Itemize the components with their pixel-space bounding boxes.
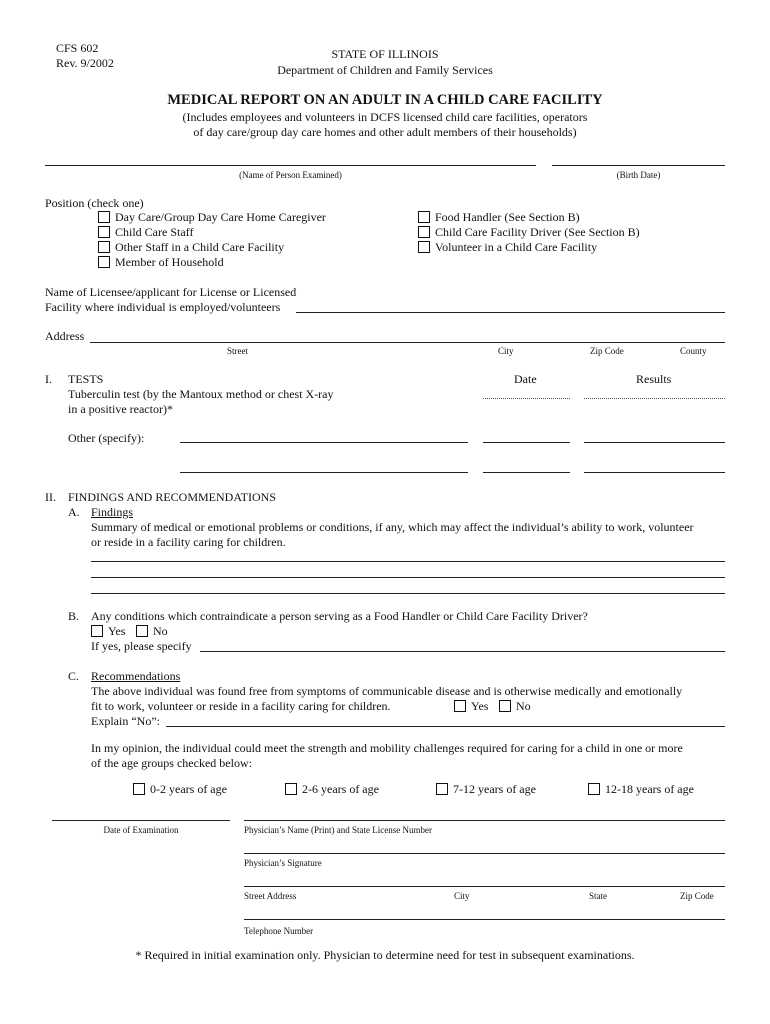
position-option-caregiver: Day Care/Group Day Care Home Caregiver [115,210,326,224]
findings-b-letter: B. [68,609,80,623]
opinion-text-line-1: In my opinion, the individual could meet the strength and mobility challenges required for caring for a child in one or more [91,741,683,755]
position-option-food-handler: Food Handler (See Section B) [435,210,580,224]
age-2-6-checkbox[interactable] [285,783,297,795]
tests-results-header: Results [636,372,672,386]
address-label: Address [45,329,85,343]
tb-test-label-line-1: Tuberculin test (by the Mantoux method or chest X-ray [68,387,334,401]
physician-signature-label: Physician’s Signature [244,858,322,868]
age-12-18-checkbox[interactable] [588,783,600,795]
address-zip-label: Zip Code [590,346,624,356]
tests-heading: TESTS [68,372,104,386]
age-0-2-checkbox[interactable] [133,783,145,795]
fit-yes-checkbox[interactable] [454,700,466,712]
position-checkbox-household[interactable] [98,256,110,268]
age-2-6-label: 2-6 years of age [302,782,379,796]
other-test-date-field-2[interactable] [483,472,570,473]
state-name: STATE OF ILLINOIS [331,47,439,61]
licensee-label-line-2: Facility where individual is employed/volunteers [45,300,281,314]
name-label: (Name of Person Examined) [239,170,342,180]
opinion-text-line-2: of the age groups checked below: [91,756,252,770]
position-option-volunteer: Volunteer in a Child Care Facility [435,240,598,254]
other-test-date-field-1[interactable] [483,442,570,443]
tb-test-label-line-2: in a positive reactor)* [68,402,173,416]
findings-field-line-2[interactable] [91,577,725,578]
licensee-field-line[interactable] [296,312,725,313]
other-test-name-field-1[interactable] [180,442,468,443]
department-name: Department of Children and Family Services [277,63,493,77]
other-test-label: Other (specify): [68,431,145,445]
physician-street-label: Street Address [244,891,297,901]
exam-date-label: Date of Examination [103,825,179,835]
contraindication-no-label: No [153,624,168,638]
birth-date-field-line[interactable] [552,165,725,166]
contraindication-specify-field[interactable] [200,651,725,652]
physician-name-field[interactable] [244,820,725,821]
address-field-line[interactable] [90,342,725,343]
fit-yes-label: Yes [471,699,489,713]
findings-c-letter: C. [68,669,80,683]
position-label: Position (check one) [45,196,144,210]
tb-date-field[interactable] [483,398,570,399]
licensee-label-line-1: Name of Licensee/applicant for License or Licensed [45,285,297,299]
findings-field-line-3[interactable] [91,593,725,594]
explain-no-field[interactable] [166,726,725,727]
physician-address-field[interactable] [244,886,725,887]
findings-b-question: Any conditions which contraindicate a person serving as a Food Handler or Child Care Facility Driver? [91,609,588,623]
address-street-label: Street [227,346,248,356]
position-checkbox-child-care-staff[interactable] [98,226,110,238]
explain-no-label: Explain “No”: [91,714,160,728]
footnote: * Required in initial examination only. Physician to determine need for test in subsequent examinations. [135,948,635,962]
physician-zip-label: Zip Code [680,891,714,901]
name-field-line[interactable] [45,165,536,166]
findings-a-text-line-2: or reside in a facility caring for children. [91,535,286,549]
contraindication-yes-label: Yes [108,624,126,638]
position-checkbox-driver[interactable] [418,226,430,238]
form-id: CFS 602 [56,41,99,55]
subtitle-line-1: (Includes employees and volunteers in DCFS licensed child care facilities, operators [182,110,588,124]
form-revision: Rev. 9/2002 [56,56,114,70]
position-option-driver: Child Care Facility Driver (See Section B) [435,225,640,239]
position-checkbox-other-staff[interactable] [98,241,110,253]
findings-c-title: Recommendations [91,669,181,683]
tests-date-header: Date [514,372,537,386]
findings-a-text-line-1: Summary of medical or emotional problems or conditions, if any, which may affect the individual’s ability to work, volunteer [91,520,694,534]
tb-results-field[interactable] [584,398,725,399]
physician-signature-field[interactable] [244,853,725,854]
physician-phone-label: Telephone Number [244,926,314,936]
position-option-other-staff: Other Staff in a Child Care Facility [115,240,285,254]
fit-no-checkbox[interactable] [499,700,511,712]
fit-no-label: No [516,699,531,713]
contraindication-no-checkbox[interactable] [136,625,148,637]
physician-state-label: State [589,891,607,901]
tests-section-number: I. [45,372,52,386]
other-test-results-field-1[interactable] [584,442,725,443]
address-county-label: County [680,346,707,356]
contraindication-yes-checkbox[interactable] [91,625,103,637]
physician-name-label: Physician’s Name (Print) and State License Number [244,825,432,835]
age-7-12-label: 7-12 years of age [453,782,536,796]
position-checkbox-volunteer[interactable] [418,241,430,253]
findings-a-letter: A. [68,505,80,519]
age-7-12-checkbox[interactable] [436,783,448,795]
findings-c-text-line-2: fit to work, volunteer or reside in a facility caring for children. [91,699,391,713]
age-12-18-label: 12-18 years of age [605,782,694,796]
position-checkbox-caregiver[interactable] [98,211,110,223]
position-option-child-care-staff: Child Care Staff [115,225,194,239]
findings-c-text-line-1: The above individual was found free from symptoms of communicable disease and is otherwise medically and emotionally [91,684,683,698]
contraindication-specify-label: If yes, please specify [91,639,192,653]
subtitle-line-2: of day care/group day care homes and other adult members of their households) [193,125,577,139]
other-test-results-field-2[interactable] [584,472,725,473]
findings-heading: FINDINGS AND RECOMMENDATIONS [68,490,277,504]
page-title: MEDICAL REPORT ON AN ADULT IN A CHILD CARE FACILITY [167,92,603,108]
position-checkbox-food-handler[interactable] [418,211,430,223]
age-0-2-label: 0-2 years of age [150,782,227,796]
findings-field-line-1[interactable] [91,561,725,562]
physician-phone-field[interactable] [244,919,725,920]
address-city-label: City [498,346,514,356]
exam-date-field[interactable] [52,820,230,821]
physician-city-label: City [454,891,470,901]
findings-section-number: II. [45,490,56,504]
other-test-name-field-2[interactable] [180,472,468,473]
position-option-household: Member of Household [115,255,224,269]
findings-a-title: Findings [91,505,134,519]
birth-date-label: (Birth Date) [616,170,661,180]
